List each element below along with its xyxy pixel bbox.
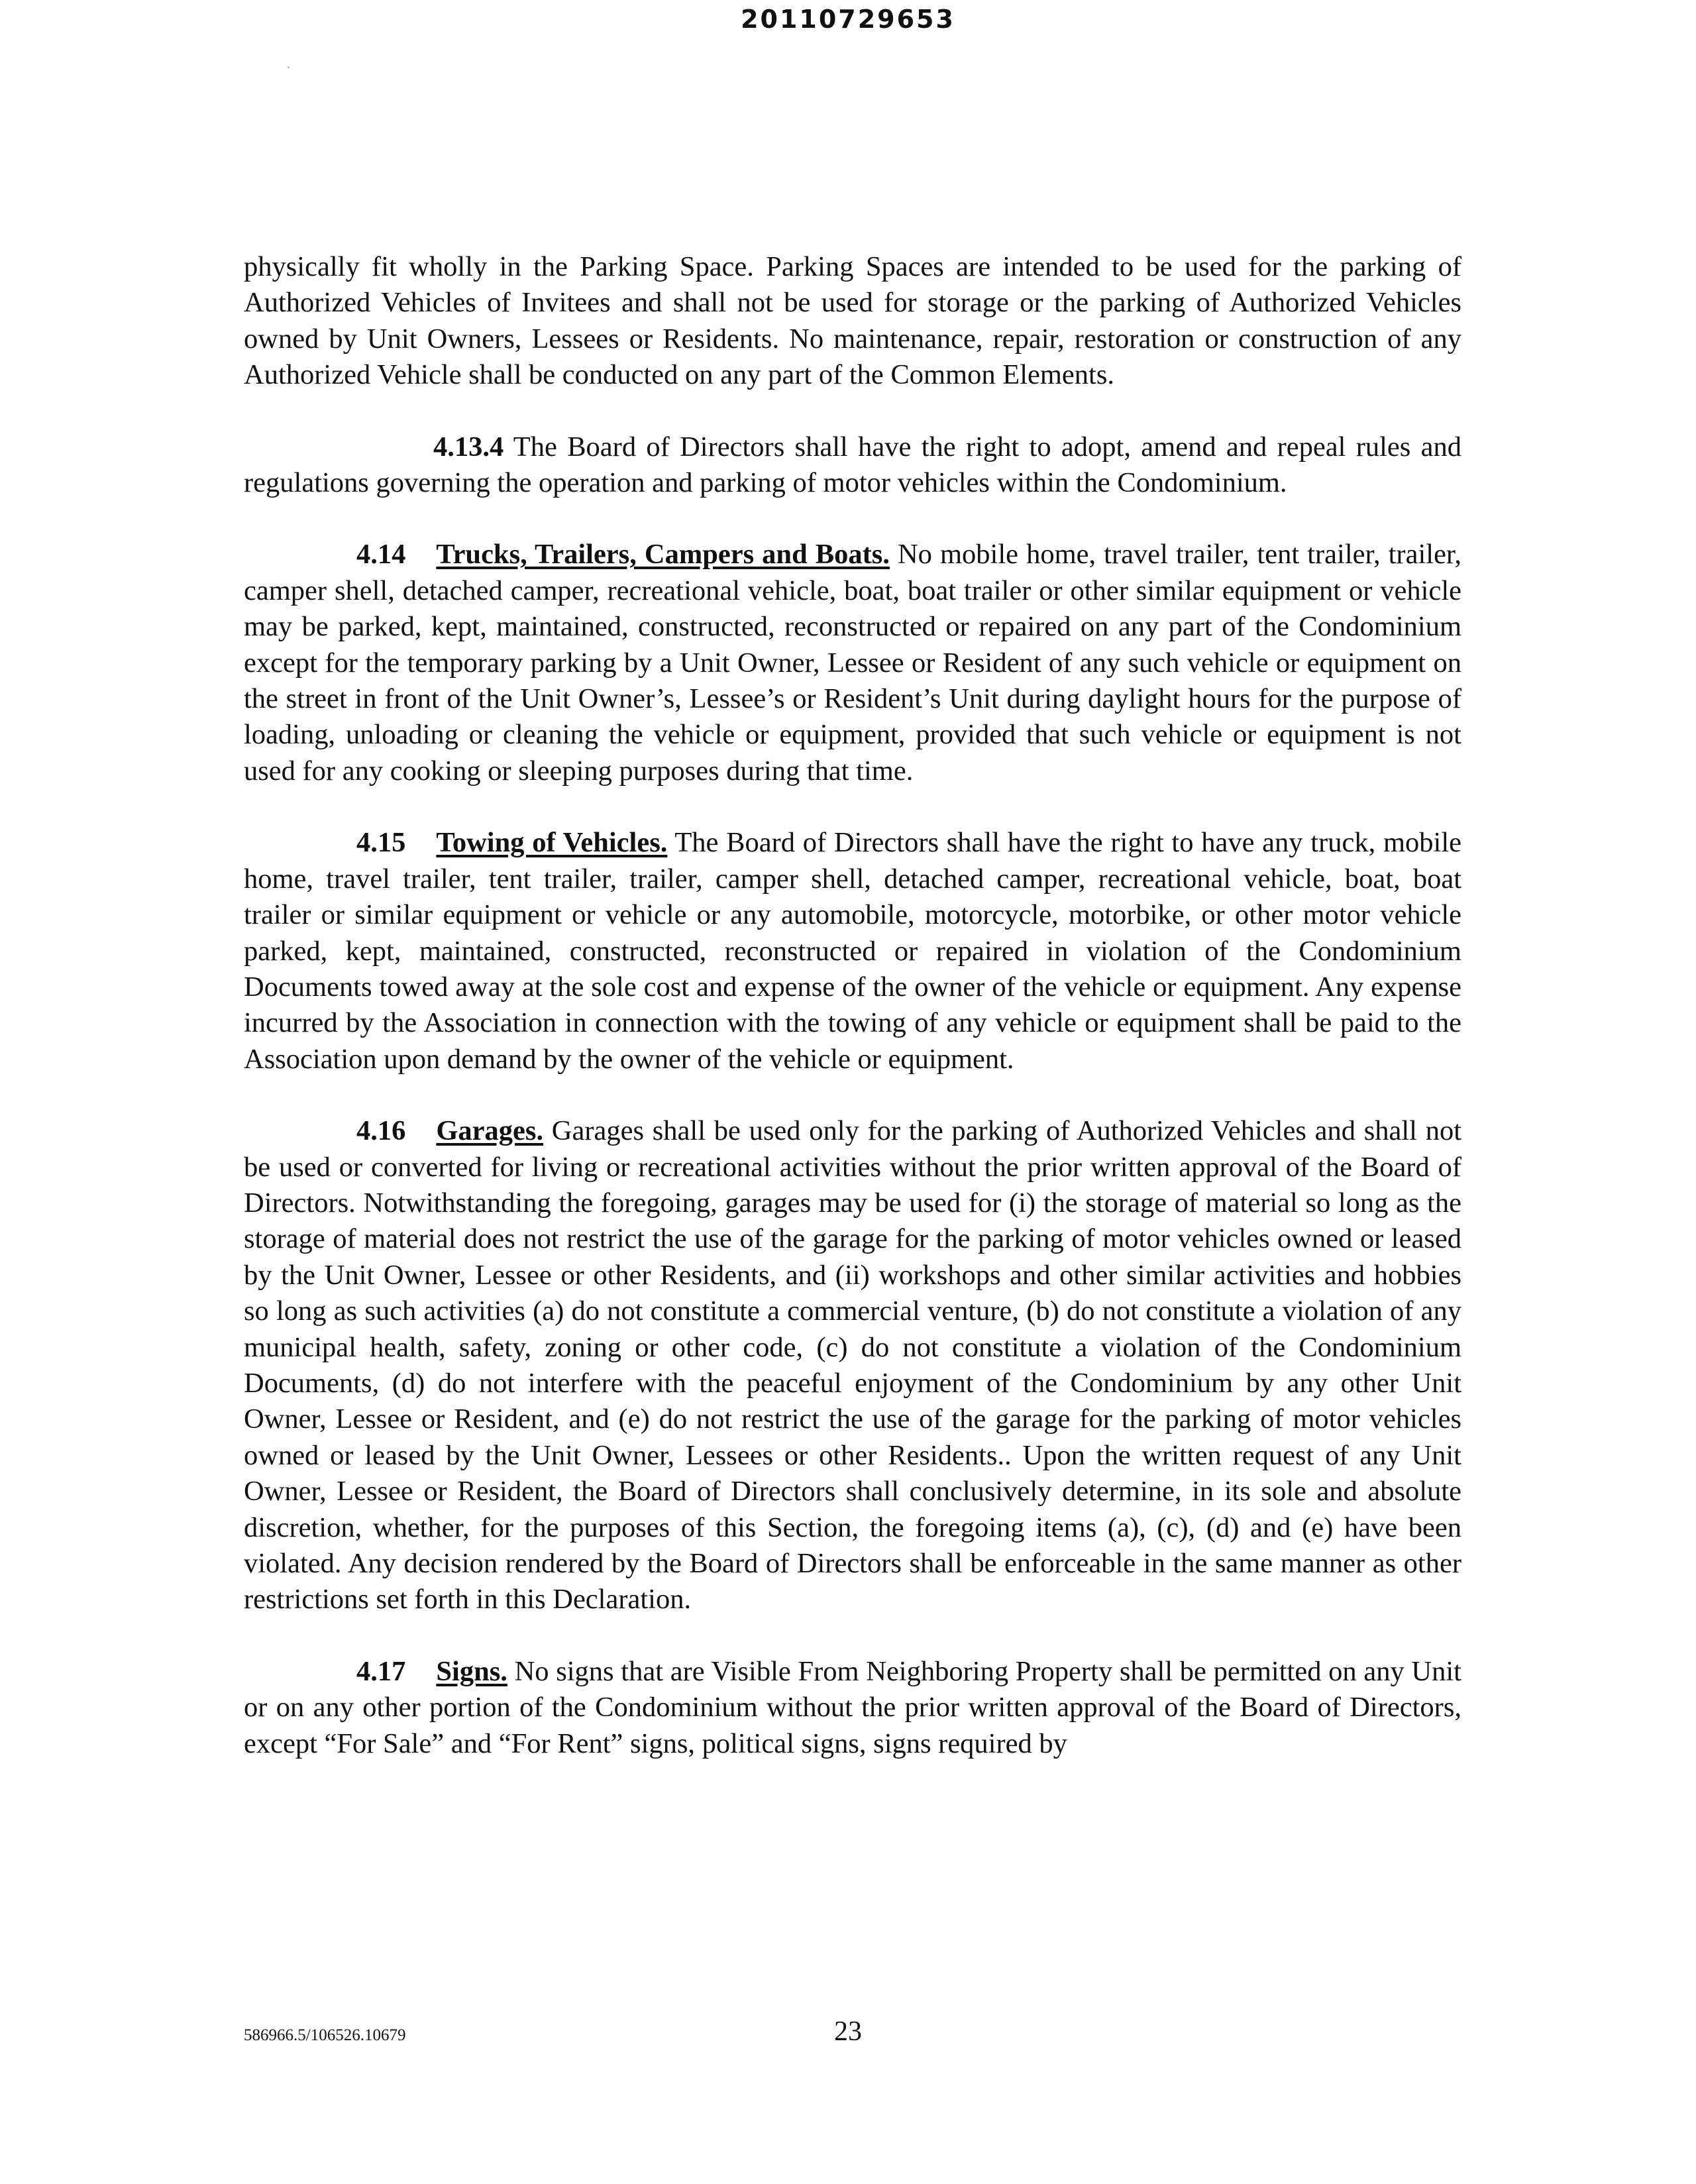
section-title: Garages. — [436, 1115, 544, 1147]
section-number: 4.16 — [356, 1115, 406, 1147]
paragraph-text: The Board of Directors shall have the right to have any truck, mobile home, travel trailer, tent trailer, trailer, camper shell, detached camper, recreational vehicle, boat, boat trailer or similar equipment or vehicle or any automobile, motorcycle, motorbike, or other motor vehicle parked, kept, maintained, constructed, reconstructed or repaired in violation of the Condominium Documents towed away at the sole cost and expense of the owner of the vehicle or equipment. Any expense incurred by the Association in connection with the towing of any vehicle or equipment shall be paid to the Association upon demand by the owner of the vehicle or equipment. — [244, 827, 1461, 1075]
footer-document-id: 586966.5/106526.10679 — [244, 2026, 406, 2044]
paragraph-continued — [244, 249, 1461, 394]
section-number: 4.17 — [356, 1655, 406, 1687]
paragraph-text: The Board of Directors shall have the right to adopt, amend and repeal rules and regulations governing the operation and parking of motor vehicles within the Condominium. — [244, 431, 1461, 499]
section-title: Signs. — [436, 1655, 507, 1687]
paragraph-text: Garages shall be used only for the parking of Authorized Vehicles and shall not be used or converted for living or recreational activities without the prior written approval of the Board of Directors. Notwithstanding the foregoing, garages may be used for (i) the storage of material so long as the storage of material does not restrict the use of the garage for the parking of motor vehicles owned or leased by the Unit Owner, Lessee or other Residents, and (ii) workshops and other similar activities and hobbies so long as such activities (a) do not constitute a commercial venture, (b) do not constitute a violation of any municipal health, safety, zoning or other code, (c) do not constitute a violation of the Condominium Documents, (d) do not interfere with the peaceful enjoyment of the Condominium by any other Unit Owner, Lessee or Resident, and (e) do not restrict the use of the garage for the parking of motor vehicles owned or leased by the Unit Owner, Lessees or other Residents.. Upon the written request of any Unit Owner, Lessee or Resident, the Board of Directors shall conclusively determine, in its sole and absolute discretion, whether, for the purposes of this Section, the foregoing items (a), (c), (d) and (e) have been violated. Any decision rendered by the Board of Directors shall be enforceable in the same manner as other restrictions set forth in this Declaration. — [244, 1115, 1461, 1615]
recording-number: 20110729653 — [741, 5, 955, 34]
paragraph-4-15 — [244, 825, 1461, 1077]
document-body — [244, 249, 1461, 1798]
section-title: Trucks, Trailers, Campers and Boats. — [436, 539, 890, 571]
paragraph-4-14 — [244, 537, 1461, 789]
paragraph-text: No signs that are Visible From Neighboring Property shall be permitted on any Unit or on any other portion of the Condominium without the prior written approval of the Board of Directors, except “For Sale” and “For Rent” signs, political signs, signs required by — [244, 1655, 1461, 1759]
section-number: 4.13.4 — [433, 431, 504, 463]
page-number: 23 — [834, 2016, 862, 2047]
section-title: Towing of Vehicles. — [436, 827, 668, 859]
section-number: 4.14 — [356, 539, 406, 571]
scan-speck — [288, 66, 290, 68]
paragraph-text: physically fit wholly in the Parking Space. Parking Spaces are intended to be used for the parking of Authorized Vehicles of Invitees and shall not be used for storage or the parking of Authorized Vehicles owned by Unit Owners, Lessees or Residents. No maintenance, repair, restoration or construction of any Authorized Vehicle shall be conducted on any part of the Common Elements. — [244, 251, 1461, 391]
paragraph-4-13-4 — [244, 429, 1461, 502]
paragraph-4-16 — [244, 1113, 1461, 1618]
paragraph-text: No mobile home, travel trailer, tent trailer, trailer, camper shell, detached camper, recreational vehicle, boat, boat trailer or other similar equipment or vehicle may be parked, kept, maintained, constructed, reconstructed or repaired on any part of the Condominium except for the temporary parking by a Unit Owner, Lessee or Resident of any such vehicle or equipment on the street in front of the Unit Owner’s, Lessee’s or Resident’s Unit during daylight hours for the purpose of loading, unloading or cleaning the vehicle or equipment, provided that such vehicle or equipment is not used for any cooking or sleeping purposes during that time. — [244, 539, 1462, 787]
paragraph-4-17 — [244, 1654, 1461, 1762]
section-number: 4.15 — [356, 827, 406, 859]
